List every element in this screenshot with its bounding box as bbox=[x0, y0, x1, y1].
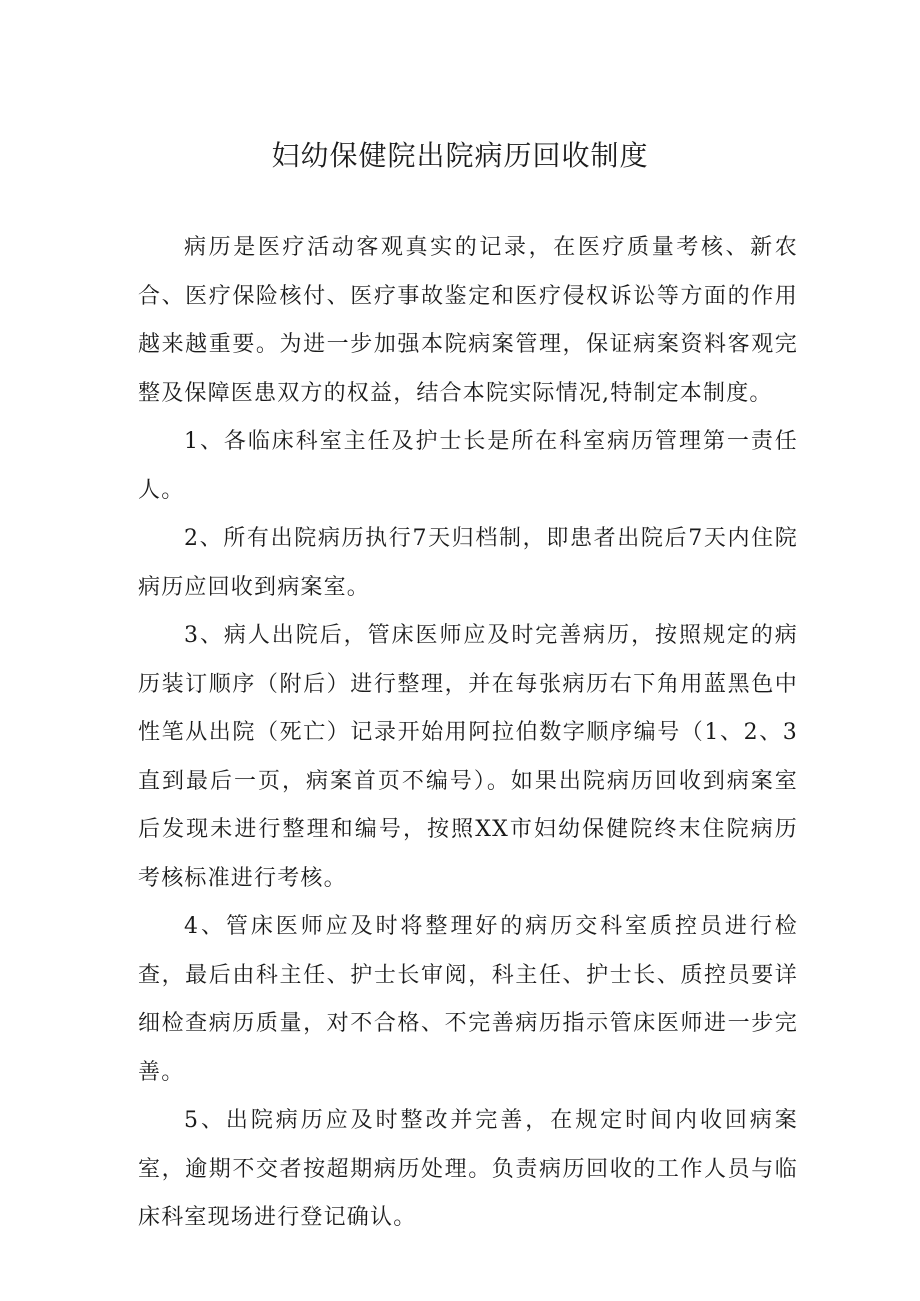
document-body bbox=[138, 224, 798, 1243]
rule-2-paragraph: 2、所有出院病历执行7天归档制，即患者出院后7天内住院病历应回收到病案室。 bbox=[138, 526, 798, 600]
document-title: 妇幼保健院出院病历回收制度 bbox=[271, 139, 649, 172]
rule-4-paragraph: 4、管床医师应及时将整理好的病历交科室质控员进行检查，最后由科主任、护士长审阅，科主任、护士长、质控员要详细检查病历质量，对不合格、不完善病历指示管床医师进一步完善。 bbox=[138, 914, 798, 1085]
intro-paragraph: 病历是医疗活动客观真实的记录，在医疗质量考核、新农合、医疗保险核付、医疗事故鉴定和医疗侵权诉讼等方面的作用越来越重要。为进一步加强本院病案管理，保证病案资料客观完整及保障医患双方的权益，结合本院实际情况,特制定本制度。 bbox=[138, 235, 798, 406]
rule-5-paragraph: 5、出院病历应及时整改并完善，在规定时间内收回病案室，逾期不交者按超期病历处理。负责病历回收的工作人员与临床科室现场进行登记确认。 bbox=[138, 1108, 798, 1230]
rule-3-paragraph: 3、病人出院后，管床医师应及时完善病历，按照规定的病历装订顺序（附后）进行整理，并在每张病历右下角用蓝黑色中性笔从出院（死亡）记录开始用阿拉伯数字顺序编号（1、2、3直到最后一页，病案首页不编号）。如果出院病历回收到病案室后发现未进行整理和编号，按照XX市妇幼保健院终末住院病历考核标准进行考核。 bbox=[138, 623, 798, 891]
rule-1-paragraph: 1、各临床科室主任及护士长是所在科室病历管理第一责任人。 bbox=[138, 429, 798, 503]
